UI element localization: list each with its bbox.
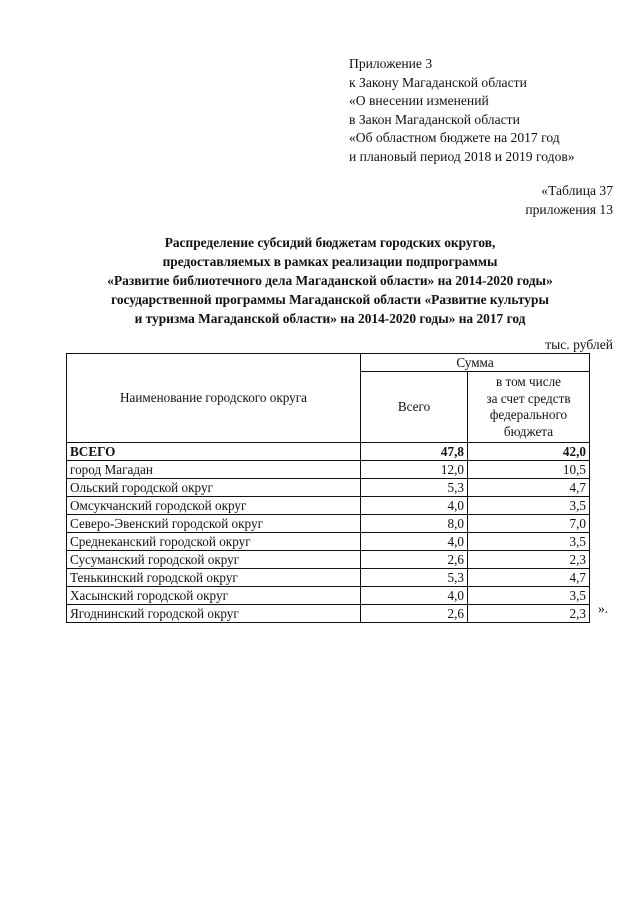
district-federal: 4,7	[468, 479, 590, 497]
district-federal: 3,5	[468, 533, 590, 551]
annex-line: к Закону Магаданской области	[349, 74, 527, 90]
district-name: город Магадан	[67, 461, 361, 479]
table-row	[67, 533, 590, 551]
annex-header	[349, 55, 575, 166]
table-reference	[525, 181, 613, 219]
total-row	[67, 443, 590, 461]
total-federal-value: 42,0	[468, 443, 590, 461]
header-federal	[468, 372, 590, 443]
title-line: предоставляемых в рамках реализации подпрограммы	[162, 254, 498, 269]
district-name: Ольский городской округ	[67, 479, 361, 497]
table-row	[67, 569, 590, 587]
annex-line: Приложение 3	[349, 56, 433, 71]
district-name: Ягоднинский городской округ	[67, 605, 361, 623]
annex-line: «О внесении изменений	[349, 93, 489, 108]
header-federal-line: за счет средств	[486, 390, 571, 406]
district-federal: 3,5	[468, 587, 590, 605]
district-total: 2,6	[361, 551, 468, 569]
district-total: 5,3	[361, 569, 468, 587]
table-row	[67, 497, 590, 515]
table-row	[67, 587, 590, 605]
header-sum: Сумма	[361, 354, 590, 372]
table-header-row	[67, 354, 590, 372]
table-row	[67, 605, 590, 623]
district-total: 8,0	[361, 515, 468, 533]
table-row	[67, 461, 590, 479]
district-name: Сусуманский городской округ	[67, 551, 361, 569]
district-name: Среднеканский городской округ	[67, 533, 361, 551]
district-total: 12,0	[361, 461, 468, 479]
table-number: «Таблица 37	[541, 183, 613, 198]
district-total: 4,0	[361, 587, 468, 605]
closing-quote: ».	[598, 601, 609, 616]
document-title	[60, 233, 600, 328]
district-federal: 10,5	[468, 461, 590, 479]
district-name: Северо-Эвенский городской округ	[67, 515, 361, 533]
total-label: ВСЕГО	[67, 443, 361, 461]
table-row	[67, 479, 590, 497]
district-name: Тенькинский городской округ	[67, 569, 361, 587]
district-federal: 4,7	[468, 569, 590, 587]
header-name: Наименование городского округа	[67, 354, 361, 443]
title-line: и туризма Магаданской области» на 2014-2020 годы» на 2017 год	[134, 311, 526, 326]
annex-line: и плановый период 2018 и 2019 годов»	[349, 148, 575, 164]
district-name: Хасынский городской округ	[67, 587, 361, 605]
annex-line: в Закон Магаданской области	[349, 111, 520, 127]
district-total: 2,6	[361, 605, 468, 623]
header-total: Всего	[361, 372, 468, 443]
district-federal: 2,3	[468, 605, 590, 623]
district-federal: 7,0	[468, 515, 590, 533]
table-row	[67, 551, 590, 569]
appendix-number: приложения 13	[525, 202, 613, 217]
district-total: 4,0	[361, 533, 468, 551]
district-federal: 2,3	[468, 551, 590, 569]
district-name: Омсукчанский городской округ	[67, 497, 361, 515]
district-total: 4,0	[361, 497, 468, 515]
title-line: государственной программы Магаданской области «Развитие культуры	[111, 292, 549, 307]
units-label: тыс. рублей	[545, 337, 613, 352]
title-line: Распределение субсидий бюджетам городских округов,	[164, 235, 496, 250]
table-row	[67, 515, 590, 533]
district-total: 5,3	[361, 479, 468, 497]
annex-line: «Об областном бюджете на 2017 год	[349, 130, 560, 145]
district-federal: 3,5	[468, 497, 590, 515]
header-federal-line: в том числе	[495, 374, 562, 389]
total-value: 47,8	[361, 443, 468, 461]
header-federal-line: федерального	[489, 407, 568, 422]
header-federal-line: бюджета	[503, 423, 554, 439]
subsidy-table	[66, 353, 590, 623]
title-line: «Развитие библиотечного дела Магаданской области» на 2014-2020 годы»	[107, 273, 553, 288]
